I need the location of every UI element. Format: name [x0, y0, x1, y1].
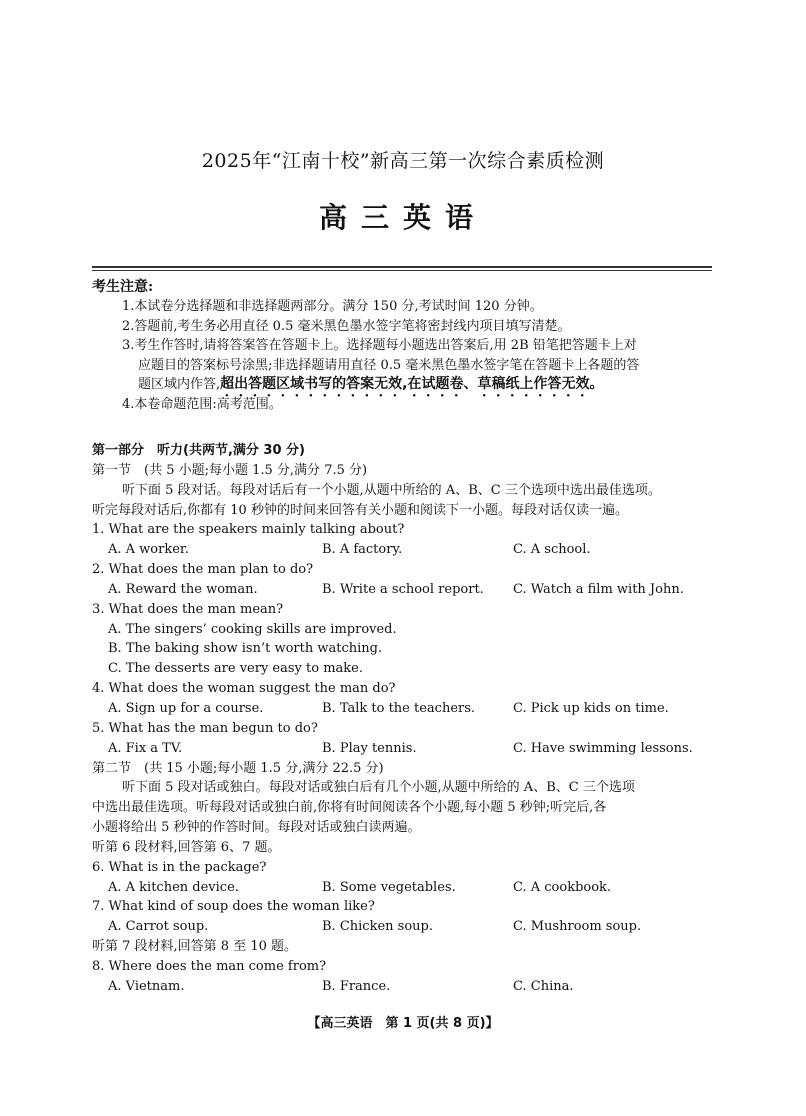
- option-a: A. The singers’ cooking skills are improved.: [108, 621, 397, 637]
- option-b: B. Some vegetables.: [322, 879, 456, 895]
- section1-instructions-1: 听下面 5 段对话。每段对话后有一个小题,从题中所给的 A、B、C 三个选项中选出最佳选项。: [122, 482, 661, 498]
- notice-section: [92, 277, 712, 414]
- question-5-options: [92, 739, 712, 759]
- notice-item-1: 1.本试卷分选择题和非选择题两部分。满分 150 分,考试时间 120 分钟。: [122, 299, 543, 314]
- listening-section: [92, 441, 712, 997]
- question-8: 8. Where does the man come from?: [92, 958, 327, 974]
- question-5: 5. What has the man begun to do?: [92, 720, 318, 736]
- question-2: 2. What does the man plan to do?: [92, 562, 314, 578]
- option-c: C. The desserts are very easy to make.: [108, 661, 363, 677]
- notice-heading: 考生注意:: [92, 279, 154, 295]
- question-8-options: [92, 977, 712, 997]
- option-a: A. Sign up for a course.: [108, 700, 264, 716]
- option-c: C. A school.: [513, 542, 591, 558]
- notice-item-4: 4.本卷命题范围:高考范围。: [122, 396, 282, 412]
- section2-heading: 第二节 (共 15 小题;每小题 1.5 分,满分 22.5 分): [92, 760, 384, 776]
- exam-subject: 高三英语: [318, 201, 487, 234]
- divider-thick: [92, 266, 712, 268]
- option-c: C. A cookbook.: [513, 879, 612, 895]
- option-b: B. A factory.: [322, 542, 403, 558]
- question-3: 3. What does the man mean?: [92, 601, 284, 617]
- option-b: B. Play tennis.: [322, 740, 417, 756]
- section2-instructions-3: 小题将给出 5 秒钟的作答时间。每段对话或独白读两遍。: [92, 820, 421, 836]
- question-2-options: [92, 580, 712, 600]
- section2-instructions-2: 中选出最佳选项。听每段对话或独白前,你将有时间阅读各个小题,每小题 5 秒钟;听完后,各: [92, 800, 607, 816]
- option-c: C. Watch a film with John.: [513, 581, 684, 597]
- option-c: C. Mushroom soup.: [513, 919, 642, 935]
- option-a: A. A worker.: [108, 542, 189, 558]
- notice-item-2: 2.答题前,考生务必用直径 0.5 毫米黑色墨水签字笔将密封线内项目填写清楚。: [122, 318, 571, 334]
- section1-instructions-2: 听完每段对话后,你都有 10 秒钟的时间来回答有关小题和阅读下一小题。每段对话仅读一遍。: [92, 502, 628, 518]
- question-1: 1. What are the speakers mainly talking about?: [92, 522, 405, 538]
- question-1-options: [92, 540, 712, 560]
- option-a: A. Fix a TV.: [108, 740, 183, 756]
- option-c: C. China.: [513, 978, 574, 994]
- notice-item-3-line-3: [92, 375, 712, 395]
- divider-thin: [92, 270, 712, 271]
- option-b: B. Write a school report.: [322, 581, 484, 597]
- notice-item-3-line-1: 3.考生作答时,请将答案答在答题卡上。选择题每小题选出答案后,用 2B 铅笔把答题卡上对: [122, 338, 637, 353]
- option-c: C. Have swimming lessons.: [513, 740, 693, 756]
- section1-heading: 第一节 (共 5 小题;每小题 1.5 分,满分 7.5 分): [92, 462, 368, 478]
- question-6-options: [92, 878, 712, 898]
- option-c: C. Pick up kids on time.: [513, 700, 669, 716]
- option-a: A. Carrot soup.: [108, 919, 209, 935]
- option-b: B. Chicken soup.: [322, 919, 433, 935]
- section2-instructions-1: 听下面 5 段对话或独白。每段对话或独白后有几个小题,从题中所给的 A、B、C 三个选项: [122, 780, 635, 796]
- question-6: 6. What is in the package?: [92, 859, 267, 875]
- material-7-instruction: 听第 7 段材料,回答第 8 至 10 题。: [92, 939, 298, 955]
- question-7: 7. What kind of soup does the woman like?: [92, 899, 375, 915]
- option-a: A. Vietnam.: [108, 978, 185, 994]
- notice-item-3-text: 题区域内作答,: [138, 377, 221, 392]
- part1-heading: 第一部分 听力(共两节,满分 30 分): [92, 443, 305, 458]
- exam-title: 2025年“江南十校”新高三第一次综合素质检测: [201, 150, 605, 172]
- page-footer: 【高三英语 第 1 页(共 8 页)】: [307, 1016, 499, 1031]
- question-4-options: [92, 699, 712, 719]
- material-6-instruction: 听第 6 段材料,回答第 6、7 题。: [92, 839, 281, 855]
- option-b: B. The baking show isn’t worth watching.: [108, 641, 383, 657]
- question-7-options: [92, 917, 712, 937]
- option-b: B. France.: [322, 978, 391, 994]
- notice-item-3-emphasis: 超出答题区域书写的答案无效,在试题卷、草稿纸上作答无效。: [220, 376, 604, 392]
- option-a: A. Reward the woman.: [108, 581, 258, 597]
- option-b: B. Talk to the teachers.: [322, 700, 476, 716]
- question-4: 4. What does the woman suggest the man do?: [92, 681, 396, 697]
- option-a: A. A kitchen device.: [108, 879, 239, 895]
- notice-item-3-line-2: 应题目的答案标号涂黑;非选择题请用直径 0.5 毫米黑色墨水签字笔在答题卡上各题的答: [138, 357, 640, 373]
